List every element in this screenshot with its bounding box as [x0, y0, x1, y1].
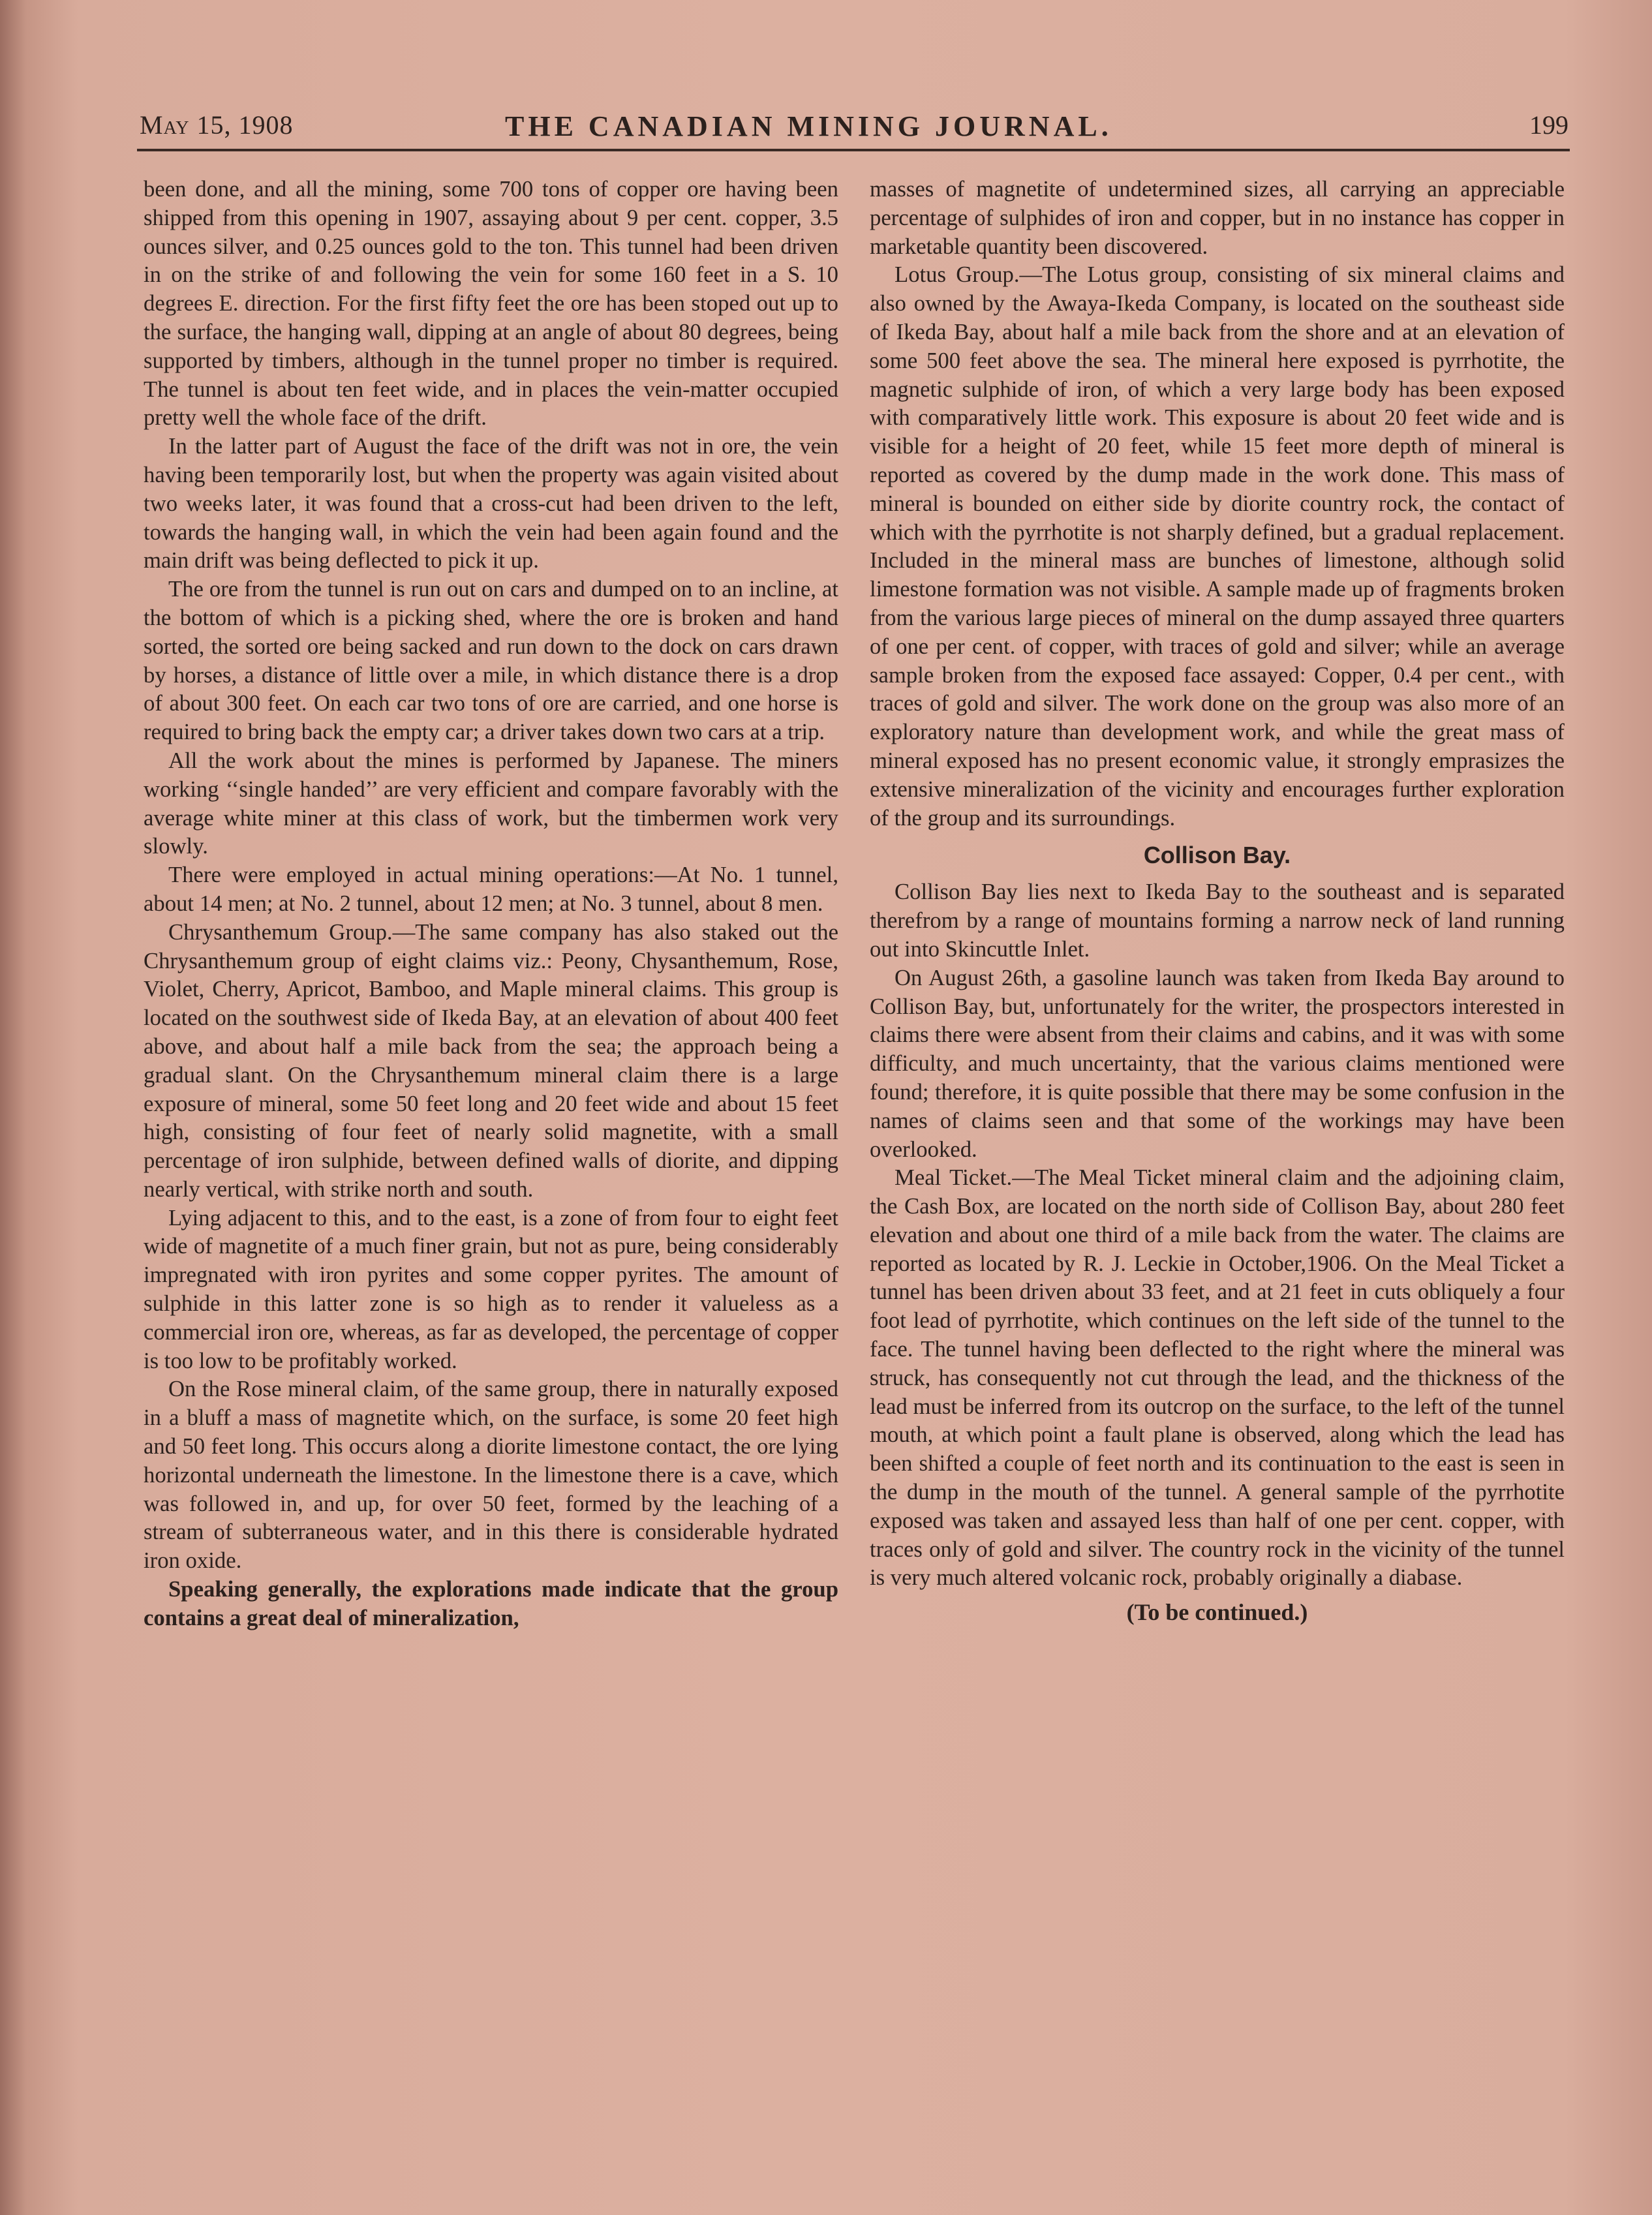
page-number: 199	[1529, 110, 1568, 140]
paragraph: Lotus Group.—The Lotus group, consisting of six mineral claims and also owned by the Awaya-Ikeda Company, is located on the southeast side of Ikeda Bay, about half a mile back from the shore and at an elevation of some 500 feet above the sea. The mineral here exposed is pyrrhotite, the magnetic sulphide of iron, of which a very large body has been exposed with comparatively little work. This exposure is about 20 feet wide and is visible for a height of 20 feet, while 15 feet more depth of mineral is reported as covered by the dump made in the work done. This mass of mineral is bounded on either side by diorite country rock, the contact of which with the pyrrhotite is not sharply defined, but a gradual replacement. Included in the mineral mass are bunches of limestone, although solid limestone formation was not visible. A sample made up of fragments broken from the various large pieces of mineral on the dump assayed three quarters of one per cent. of copper, with traces of gold and silver; while an average sample broken from the exposed face assayed: Copper, 0.4 per cent., with traces of gold and silver. The work done on the group was also more of an exploratory nature than development work, and while the great mass of mineral exposed has no present economic value, it strongly emprasizes the extensive mineralization of the vicinity and encourages further exploration of the group and its surroundings.	[870, 262, 1565, 831]
header-rule	[137, 149, 1570, 151]
journal-title: THE CANADIAN MINING JOURNAL.	[505, 110, 1112, 142]
paragraph: Lying adjacent to this, and to the east, is a zone of from four to eight feet wide of magnetite of a much finer grain, but not as pure, being considerably impregnated with iron pyrites and some copper pyrites. The amount of sulphide in this latter zone is so high as to render it valueless as a commercial iron ore, whereas, as far as developed, the percentage of copper is too low to be profitably worked.	[144, 1204, 838, 1373]
section-heading: Collison Bay.	[1143, 842, 1291, 869]
left-column	[144, 175, 838, 1632]
paragraph: masses of magnetite of undetermined sizes, all carrying an appreciable percentage of sulphides of iron and copper, but in no instance has copper in marketable quantity been discovered.	[870, 176, 1565, 259]
paragraph: All the work about the mines is performed by Japanese. The miners working ‘‘single handed’’ are very efficient and compare favorably with the average white miner at this class of work, but the timbermen work very slowly.	[144, 747, 838, 859]
right-column	[870, 175, 1565, 1627]
to-be-continued: (To be continued.)	[1126, 1599, 1308, 1626]
issue-date: May 15, 1908	[140, 110, 294, 140]
paragraph: The ore from the tunnel is run out on cars and dumped on to an incline, at the bottom of which is a picking shed, where the ore is broken and hand sorted, the sorted ore being sacked and run down to the dock on cars drawn by horses, a distance of little over a mile, in which distance there is a drop of about 300 feet. On each car two tons of ore are carried, and one horse is required to bring back the empty car; a driver takes down two cars at a trip.	[144, 576, 838, 745]
paragraph: On the Rose mineral claim, of the same group, there in naturally exposed in a bluff a mass of magnetite which, on the surface, is some 20 feet high and 50 feet long. This occurs along a diorite limestone contact, the ore lying horizontal underneath the limestone. In the limestone there is a cave, which was followed in, and up, for over 50 feet, formed by the leaching of a stream of subterraneous water, and in this there is considerable hydrated iron oxide.	[144, 1376, 838, 1574]
paragraph: been done, and all the mining, some 700 tons of copper ore having been shipped from this opening in 1907, assaying about 9 per cent. copper, 3.5 ounces silver, and 0.25 ounces gold to the ton. This tunnel had been driven in on the strike of and following the vein for some 160 feet in a S. 10 degrees E. direction. For the first fifty feet the ore has been stoped out up to the surface, the hanging wall, dipping at an angle of about 80 degrees, being supported by timbers, although in the tunnel proper no timber is required. The tunnel is about ten feet wide, and in places the vein-matter occupied pretty well the whole face of the drift.	[144, 176, 838, 431]
paragraph: Chrysanthemum Group.—The same company has also staked out the Chrysanthemum group of eight claims viz.: Peony, Chysanthemum, Rose, Violet, Cherry, Apricot, Bamboo, and Maple mineral claims. This group is located on the southwest side of Ikeda Bay, at an elevation of about 400 feet above, and about half a mile back from the sea; the approach being a gradual slant. On the Chrysanthemum mineral claim there is a large exposure of mineral, some 50 feet long and 20 feet wide and about 15 feet high, consisting of four feet of nearly solid magnetite, with a small percentage of iron sulphide, between defined walls of diorite, and dipping nearly vertical, with strike north and south.	[144, 919, 838, 1202]
paragraph: Speaking generally, the explorations made indicate that the group contains a great deal of mineralization,	[144, 1576, 838, 1630]
paragraph: In the latter part of August the face of the drift was not in ore, the vein having been temporarily lost, but when the property was again visited about two weeks later, it was found that a cross-cut had been driven to the left, towards the hanging wall, in which the vein had been again found and the main drift was being deflected to pick it up.	[144, 433, 838, 573]
paragraph: Meal Ticket.—The Meal Ticket mineral claim and the adjoining claim, the Cash Box, are located on the north side of Collison Bay, about 280 feet elevation and about one third of a mile back from the water. The claims are reported as located by R. J. Leckie in October,1906. On the Meal Ticket a tunnel has been driven about 33 feet, and at 21 feet in cuts obliquely a four foot lead of pyrrhotite, which continues on the left side of the tunnel to the face. The tunnel having been deflected to the right where the mineral was struck, has consequently not cut through the lead, and the thickness of the lead must be inferred from its outcrop on the surface, to the left of the tunnel mouth, at which point a fault plane is observed, along which the lead has been shifted a couple of feet north and its continuation to the east is seen in the dump in the mouth of the tunnel. A general sample of the pyrrhotite exposed was taken and assayed less than half of one per cent. copper, with traces only of gold and silver. The country rock in the vicinity of the tunnel is very much altered volcanic rock, probably originally a diabase.	[870, 1165, 1565, 1591]
paragraph: On August 26th, a gasoline launch was taken from Ikeda Bay around to Collison Bay, but, unfortunately for the writer, the prospectors interested in claims there were absent from their claims and cabins, and it was with some difficulty, and much uncertainty, that the various claims mentioned were found; therefore, it is quite possible that there may be some confusion in the names of claims seen and that some of the workings may have been overlooked.	[870, 964, 1565, 1162]
paragraph: There were employed in actual mining operations:—At No. 1 tunnel, about 14 men; at No. 2 tunnel, about 12 men; at No. 3 tunnel, about 8 men.	[144, 862, 838, 916]
paragraph: Collison Bay lies next to Ikeda Bay to the southeast and is separated therefrom by a range of mountains forming a narrow neck of land running out into Skincuttle Inlet.	[870, 879, 1565, 962]
running-header	[140, 110, 1568, 146]
